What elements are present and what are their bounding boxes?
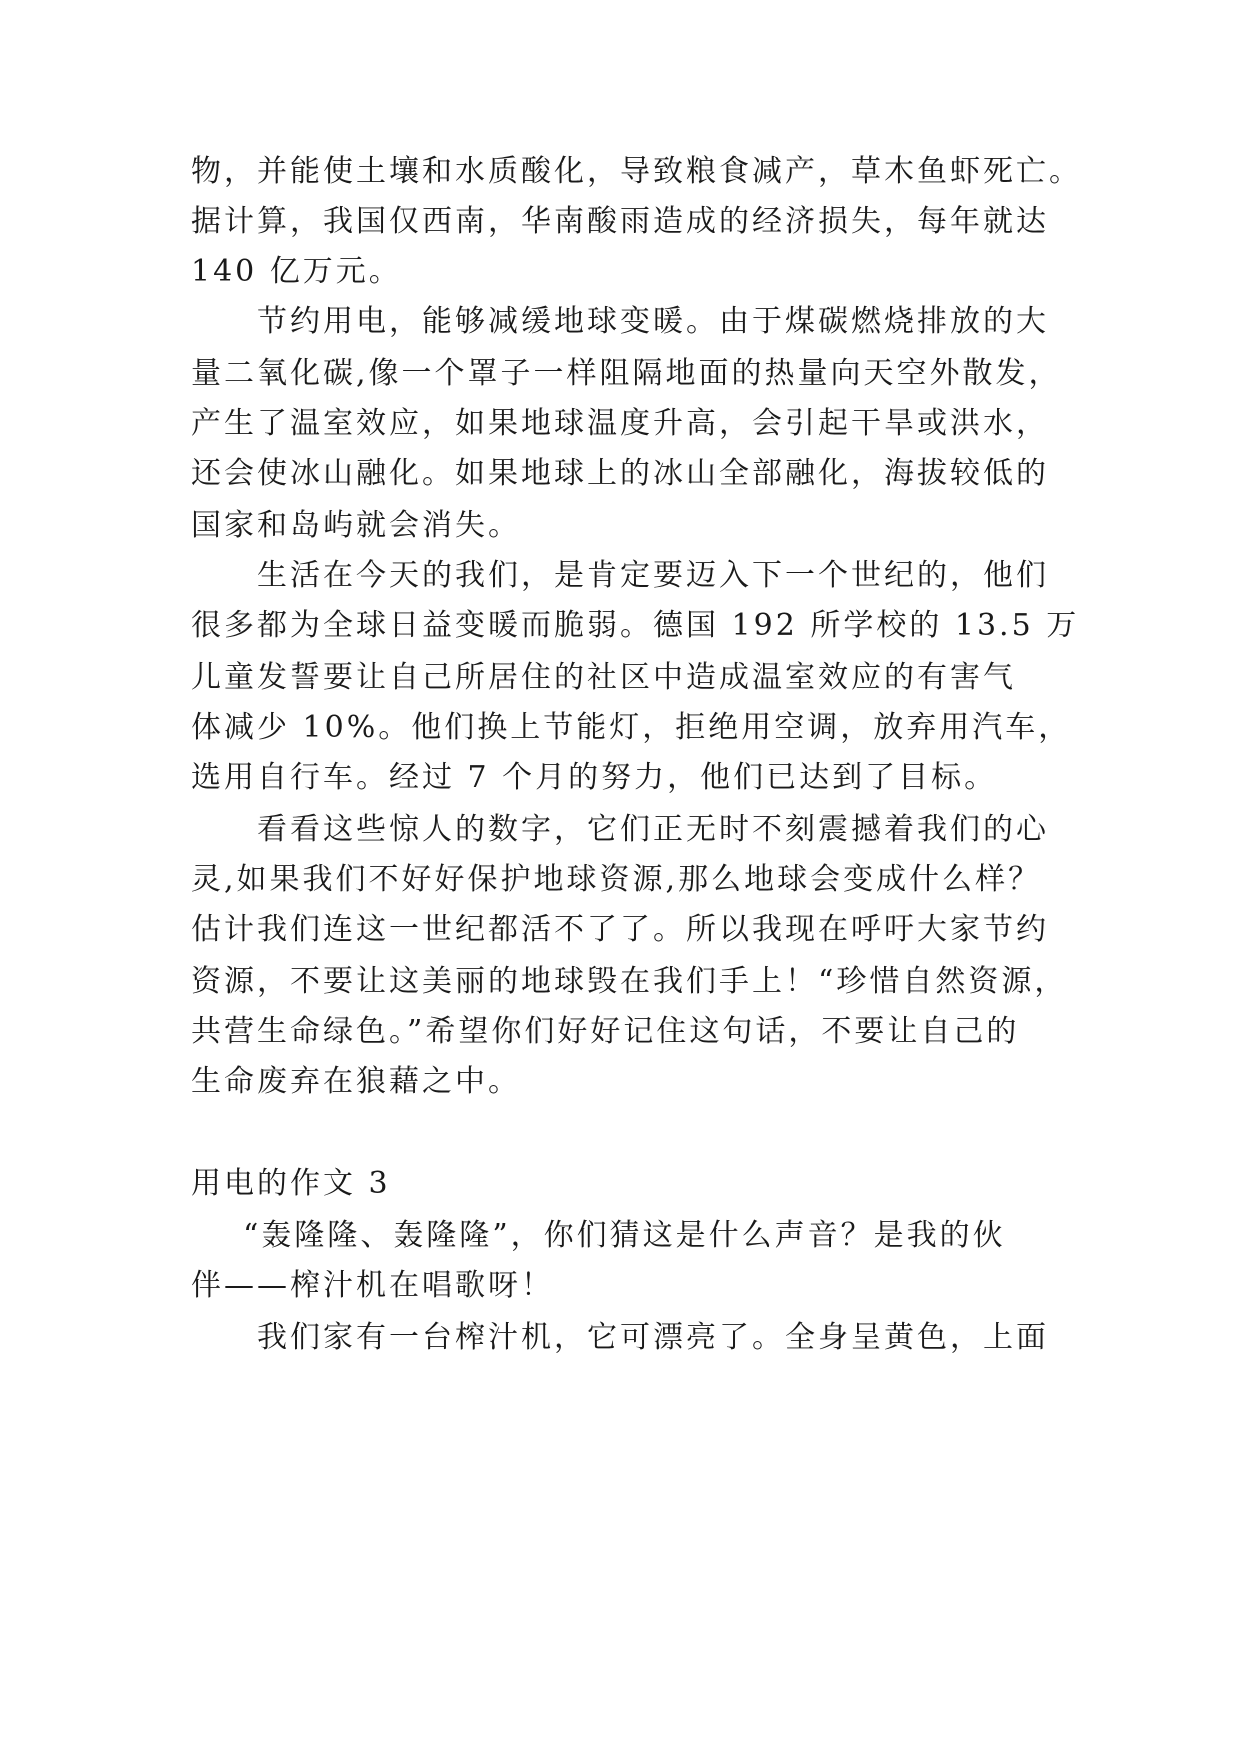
text-line: 据计算，我国仅西南，华南酸雨造成的经济损失，每年就达 (191, 204, 1049, 239)
text-line: 选用自行车。经过 7 个月的努力，他们已达到了目标。 (191, 760, 998, 795)
text-line: 国家和岛屿就会消失。 (191, 508, 521, 543)
paragraph-first-line: 节约用电，能够减缓地球变暖。由于煤碳燃烧排放的大 (257, 304, 1049, 339)
paragraph-first-line: 我们家有一台榨汁机，它可漂亮了。全身呈黄色，上面 (257, 1320, 1049, 1355)
text-line: 共营生命绿色。”希望你们好好记住这句话，不要让自己的 (191, 1014, 1020, 1049)
paragraph-first-line: “轰隆隆、轰隆隆”，你们猜这是什么声音？是我的伙 (243, 1218, 1006, 1253)
paragraph-first-line: 生活在今天的我们，是肯定要迈入下一个世纪的，他们 (257, 558, 1049, 593)
text-line: 生命废弃在狼藉之中。 (191, 1064, 521, 1099)
text-line: 量二氧化碳,像一个罩子一样阻隔地面的热量向天空外散发， (191, 356, 1062, 391)
paragraph-first-line: 看看这些惊人的数字，它们正无时不刻震撼着我们的心 (257, 812, 1049, 847)
text-line: 估计我们连这一世纪都活不了了。所以我现在呼吁大家节约 (191, 912, 1049, 947)
text-line: 儿童发誓要让自己所居住的社区中造成温室效应的有害气 (191, 660, 1016, 695)
text-line: 140 亿万元。 (191, 254, 402, 289)
text-line: 物，并能使土壤和水质酸化，导致粮食减产，草木鱼虾死亡。 (191, 154, 1082, 189)
section-heading: 用电的作文 3 (191, 1166, 391, 1201)
text-line: 资源，不要让这美丽的地球毁在我们手上！“珍惜自然资源， (191, 964, 1068, 999)
text-line: 很多都为全球日益变暖而脆弱。德国 192 所学校的 13.5 万 (191, 608, 1080, 643)
text-line: 体减少 10%。他们换上节能灯，拒绝用空调，放弃用汽车， (191, 710, 1072, 745)
text-line: 还会使冰山融化。如果地球上的冰山全部融化，海拔较低的 (191, 456, 1049, 491)
text-line: 灵,如果我们不好好保护地球资源,那么地球会变成什么样？ (191, 862, 1042, 897)
text-line: 伴——榨汁机在唱歌呀！ (191, 1268, 554, 1303)
text-line: 产生了温室效应，如果地球温度升高，会引起干旱或洪水， (191, 406, 1049, 441)
